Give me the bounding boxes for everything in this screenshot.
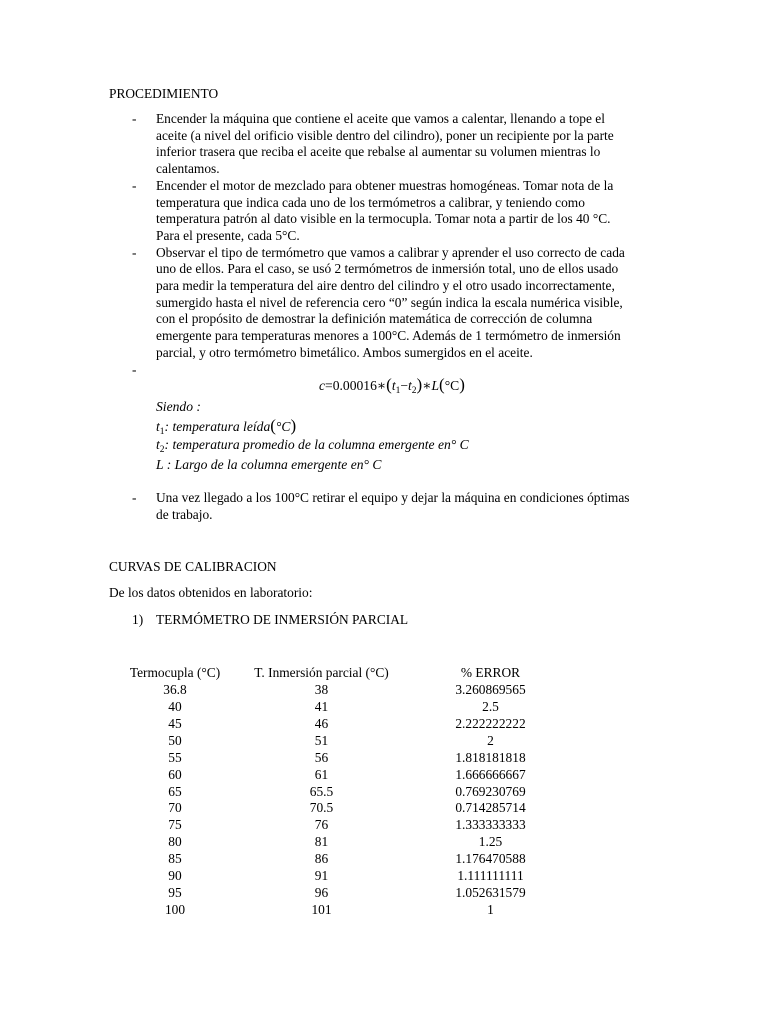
definition-L: L : Largo de la columna emergente en° C	[156, 457, 382, 472]
table-row	[120, 766, 568, 783]
procedure-item-2	[109, 178, 669, 245]
table-row	[120, 851, 568, 868]
table-cell: 41	[314, 699, 329, 715]
column-header: Termocupla (°C)	[129, 665, 221, 681]
table-cell: 1.052631579	[455, 884, 526, 900]
table-cell: 65.5	[309, 783, 334, 799]
procedure-line: de trabajo.	[156, 506, 213, 522]
column-header: T. Inmersión parcial (°C)	[254, 665, 389, 681]
procedure-line: Encender la máquina que contiene el aceite que vamos a calentar, llenando a tope el	[156, 111, 605, 126]
column-header: % ERROR	[460, 665, 521, 681]
procedure-line: Encender el motor de mezclado para obtener muestras homogéneas. Tomar nota de la	[156, 177, 614, 193]
procedure-line: parcial, y otro termómetro bimetálico. Ambos sumergidos en el aceite.	[156, 344, 533, 360]
table-cell: 2.5	[482, 699, 499, 715]
table-cell: 80	[168, 834, 182, 850]
table-cell: 1.25	[478, 834, 503, 850]
procedure-item-5	[109, 490, 669, 523]
table-cell: 101	[311, 901, 332, 917]
table-cell: 86	[314, 851, 329, 867]
procedure-line: Una vez llegado a los 100°C retirar el equipo y dejar la máquina en condiciones óptimas	[156, 490, 630, 505]
curvas-heading: CURVAS DE CALIBRACION	[109, 559, 277, 574]
list-dash: -	[132, 490, 137, 505]
table-cell: 95	[168, 884, 182, 900]
table-row	[120, 716, 568, 733]
table-header-row	[120, 664, 568, 682]
table-row	[120, 834, 568, 851]
table-cell: 3.260869565	[455, 682, 526, 698]
table-cell: 1.111111111	[457, 867, 524, 883]
table-row	[120, 699, 568, 716]
intro-text: De los datos obtenidos en laboratorio:	[109, 585, 313, 600]
table-cell: 2	[487, 732, 494, 748]
table-cell: 45	[168, 715, 182, 731]
table-row	[120, 902, 568, 919]
table-row	[120, 750, 568, 767]
table-cell: 75	[168, 817, 182, 833]
procedure-line: para medir la temperatura del aire dentro del cilindro y el otro usado incorrectamente,	[156, 278, 615, 294]
table-cell: 0.714285714	[455, 800, 526, 816]
procedure-line: Observar el tipo de termómetro que vamos a calibrar y aprender el uso correcto de cada	[156, 244, 625, 260]
siendo-label: Siendo :	[156, 399, 201, 414]
table-cell: 76	[314, 817, 329, 833]
procedure-line: temperatura patrón al dato visible en la termocupla. Tomar nota a partir de los 40 °C.	[156, 211, 611, 227]
procedure-line: temperatura que indica cada uno de los termómetros a calibrar, y teniendo como	[156, 194, 585, 210]
table-cell: 36.8	[163, 682, 187, 698]
procedure-line: Para el presente, cada 5°C.	[156, 227, 300, 243]
definition-t1: $t_1$: temperatura leída(°C)	[156, 416, 297, 437]
table-cell: 51	[314, 732, 329, 748]
table-cell: 61	[314, 766, 329, 782]
table-cell: 70.5	[309, 800, 334, 816]
table-cell: 1.176470588	[455, 851, 526, 867]
procedure-line: emergente para temperaturas menores a 100°C. Además de 1 termómetro de inmersión	[156, 328, 621, 344]
table-cell: 1.333333333	[455, 817, 526, 833]
definition-t2: $t_2$: temperatura promedio de la columna emergente en° C	[156, 437, 469, 455]
table-cell: 1	[487, 901, 494, 917]
table-cell: 81	[314, 834, 329, 850]
table-cell: 60	[168, 766, 182, 782]
table-cell: 70	[168, 800, 182, 816]
table-row	[120, 885, 568, 902]
table-row	[120, 783, 568, 800]
table-cell: 1.666666667	[455, 766, 526, 782]
table-cell: 40	[168, 699, 182, 715]
procedure-item-1	[109, 111, 669, 178]
procedure-line: con el propósito de demostrar la definición matemática de corrección de columna	[156, 311, 593, 327]
correction-formula: $c=0.00016∗(t_1-t_2)∗L(^\circ C)$	[319, 375, 465, 396]
table-cell: 38	[314, 682, 329, 698]
list-dash: -	[132, 111, 137, 126]
table-row	[120, 733, 568, 750]
table-row	[120, 800, 568, 817]
procedure-line: calentamos.	[156, 161, 220, 177]
procedure-line: sumergido hasta el nivel de referencia cero “0” según indica la escala numérica visible,	[156, 294, 623, 310]
table-cell: 50	[168, 732, 182, 748]
procedure-list-end	[109, 490, 669, 523]
table-cell: 100	[164, 901, 186, 917]
list-dash: -	[132, 177, 137, 193]
table-cell: 2.222222222	[455, 715, 526, 731]
table-cell: 0.769230769	[455, 783, 526, 799]
table-row	[120, 682, 568, 699]
table-cell: 91	[314, 867, 329, 883]
procedure-line: inferior trasera que reciba el aceite que rebalse al aumentar su volumen mientras lo	[156, 144, 601, 160]
table-row	[120, 868, 568, 885]
section-number: 1)	[132, 612, 144, 627]
table-cell: 85	[168, 851, 182, 867]
table-row	[120, 817, 568, 834]
procedure-line: aceite (a nivel del orificio visible dentro del cilindro), poner un recipiente por la parte	[156, 127, 614, 143]
table-cell: 90	[168, 867, 182, 883]
procedimiento-heading: PROCEDIMIENTO	[109, 86, 219, 101]
table-cell: 56	[314, 749, 329, 765]
calibration-table	[120, 664, 568, 918]
table-cell: 1.818181818	[455, 749, 526, 765]
procedure-line: uno de ellos. Para el caso, se usó 2 termómetros de inmersión total, uno de ellos usado	[156, 261, 619, 277]
table-cell: 46	[314, 715, 329, 731]
list-dash: -	[132, 361, 137, 377]
section-title: TERMÓMETRO DE INMERSIÓN PARCIAL	[156, 612, 409, 627]
list-dash: -	[132, 244, 137, 260]
procedure-item-3	[109, 245, 669, 362]
table-cell: 65	[168, 783, 182, 799]
procedure-list	[109, 111, 669, 378]
table-cell: 96	[314, 884, 329, 900]
table-cell: 55	[168, 749, 182, 765]
